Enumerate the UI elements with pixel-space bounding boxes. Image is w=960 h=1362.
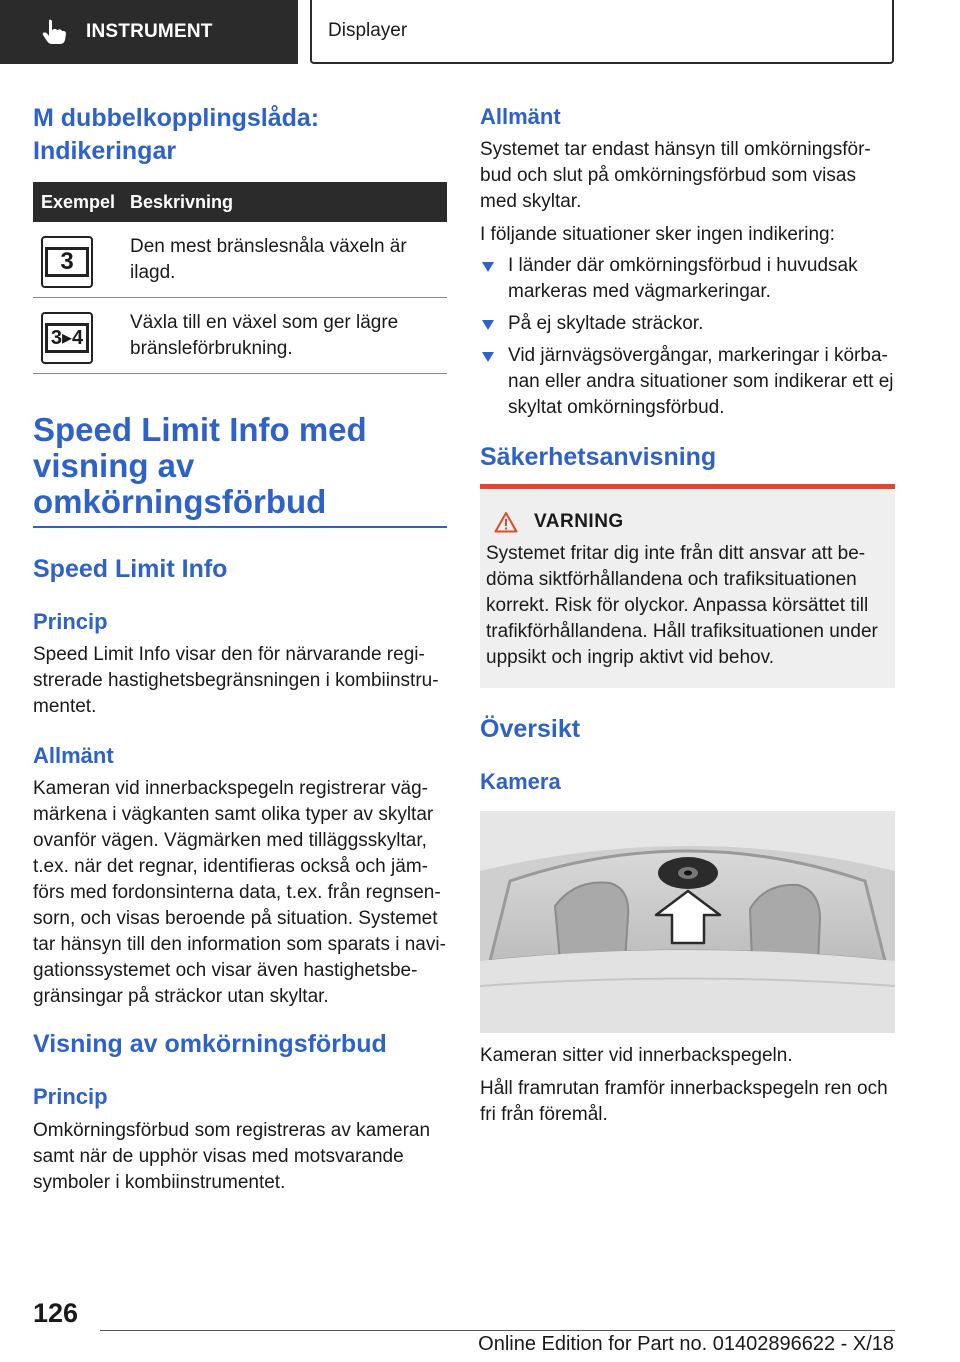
sli-heading: Speed Limit Info	[33, 555, 228, 583]
table-header-description: Beskrivning	[130, 191, 234, 212]
list-item: I länder där omkörningsförbud i huvudsak markeras med vägmarkeringar.	[480, 253, 895, 305]
safety-heading: Säkerhetsanvisning	[480, 443, 717, 471]
allmant-paragraph-2: I följande situationer sker ingen indikering:	[480, 224, 835, 245]
page-number: 126	[33, 1298, 79, 1328]
edition-text: Online Edition for Part no. 01402896622 - X/18	[478, 1333, 894, 1355]
princip-heading-2: Princip	[33, 1084, 108, 1109]
camera-location-photo	[480, 811, 895, 1033]
speed-limit-title: Speed Limit Info med visning av omkörningsförbud	[33, 411, 367, 520]
warning-text: Systemet fritar dig inte från ditt ansvar att bedöma siktförhållandena och trafiksituationen korrekt. Risk för olyckor. Anpassa körsättet till trafikförhållandena. Håll trafiksituationen under uppsikt och ingrip aktivt vid behov.	[486, 543, 878, 668]
bullet-triangle-icon	[482, 352, 494, 362]
warning-triangle-icon	[494, 511, 518, 533]
pointing-hand-icon	[40, 18, 68, 46]
table-header-example: Exempel	[41, 191, 116, 212]
visning-heading: Visning av omkörningsförbud	[33, 1030, 387, 1058]
warning-box	[480, 484, 895, 688]
section-label: INSTRUMENT	[86, 21, 213, 42]
allmant-heading: Allmänt	[33, 743, 114, 768]
table-row	[33, 298, 447, 374]
indications-table	[33, 182, 447, 374]
table-row	[33, 222, 447, 298]
allmant-text: Kameran vid innerbackspegeln registrerar vägmärkena i vägkanten samt olika typer av skyltar ovanför vägen. Vägmärken med tilläggsskyltar, t.ex. när det regnar, identifieras också och jämförs med fordonsinterna data, t.ex. från regnsensorn, och visas beroende på situation. Systemet tar hänsyn till den information som sparats i navigationssystemet och visar även hastighetsbegränsingar på sträckor utan skyltar.	[33, 778, 446, 1007]
list-item: Vid järnvägsövergångar, markeringar i körbanan eller andra situationer som indikerar ett ej skyltat omkörningsförbud.	[480, 343, 895, 421]
kamera-heading: Kamera	[480, 769, 561, 794]
chapter-tab	[310, 0, 894, 64]
table-cell-text: Växla till en växel som ger lägre bränsleförbrukning.	[130, 312, 399, 359]
photo-instruction: Håll framrutan framför innerbackspegeln ren och fri från föremål.	[480, 1078, 888, 1125]
bullet-triangle-icon	[482, 262, 494, 272]
no-indication-list	[480, 253, 895, 427]
oversikt-heading: Översikt	[480, 715, 581, 743]
title-divider	[33, 526, 447, 528]
gearbox-title: M dubbelkopplingslåda: Indikeringar	[33, 104, 320, 165]
chapter-label: Displayer	[328, 20, 408, 41]
gear-shift-3-to-4-icon: 3▸4	[41, 312, 93, 364]
footer-divider	[100, 1330, 895, 1331]
bullet-triangle-icon	[482, 320, 494, 330]
gear-3-icon: 3	[41, 236, 93, 288]
list-item: På ej skyltade sträckor.	[480, 311, 895, 337]
table-header	[33, 182, 447, 222]
princip-text: Speed Limit Info visar den för närvarande registrerade hastighetsbegränsningen i kombiinstrumentet.	[33, 644, 439, 717]
princip-heading: Princip	[33, 609, 108, 634]
table-cell-text: Den mest bränslesnåla växeln är ilagd.	[130, 236, 407, 283]
allmant-heading-right: Allmänt	[480, 104, 561, 129]
allmant-paragraph-1: Systemet tar endast hänsyn till omkörningsförbud och slut på omkörningsförbud som visas med skyltar.	[480, 139, 871, 212]
princip-text-2: Omkörningsförbud som registreras av kameran samt när de upphör visas med motsvarande symboler i kombiinstrumentet.	[33, 1120, 431, 1193]
section-tab	[0, 0, 298, 64]
warning-label: VARNING	[534, 511, 624, 532]
photo-caption: Kameran sitter vid innerbackspegeln.	[480, 1045, 793, 1066]
